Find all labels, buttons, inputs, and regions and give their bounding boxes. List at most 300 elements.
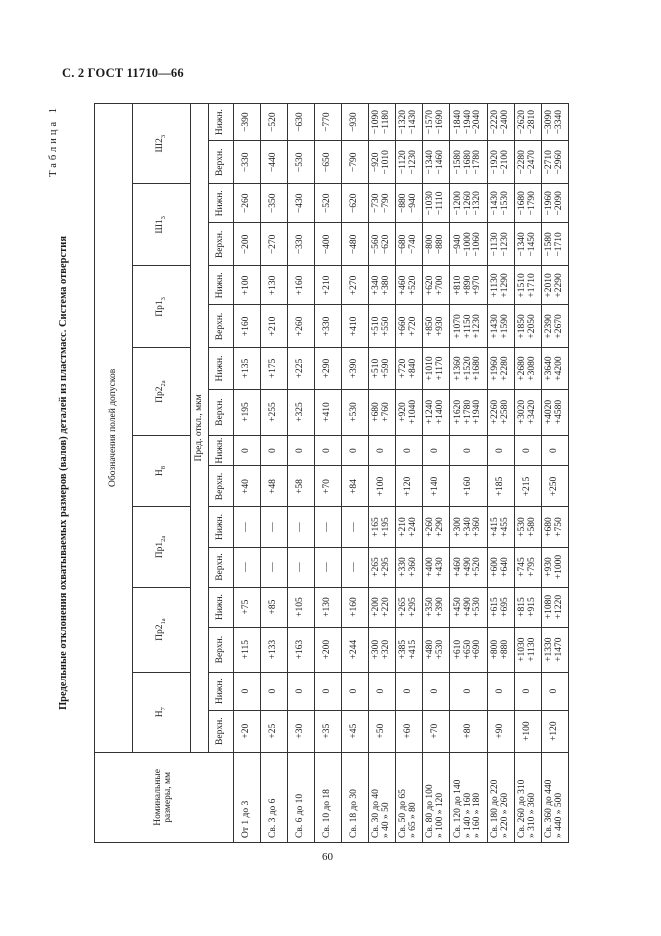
value-line: 0 (430, 688, 441, 694)
value-cell (488, 627, 515, 672)
value-line: +295 (408, 597, 418, 617)
value-line: +2580 (500, 399, 510, 425)
value-cell (488, 141, 515, 184)
value-line: −920 (371, 152, 382, 173)
value-cell (450, 184, 488, 223)
table-row (488, 104, 515, 843)
value-line: +1030 (517, 637, 528, 662)
value-cell (396, 587, 423, 627)
value-line: +50 (376, 723, 387, 739)
value-line: +135 (241, 358, 252, 379)
value-line: +300 (371, 639, 382, 660)
value-line: +350 (425, 597, 436, 617)
value-line: −430 (295, 193, 306, 214)
value-cell (369, 389, 396, 435)
value-line: +510 (371, 316, 382, 337)
upper-header: Верхн. (209, 466, 234, 507)
value-cell (342, 627, 369, 672)
group-subscript: 2а (159, 380, 167, 387)
value-cell (515, 547, 542, 587)
value-line: +90 (495, 723, 506, 739)
value-cell (515, 184, 542, 223)
value-cell (342, 389, 369, 435)
size-cell (261, 752, 288, 842)
value-line: — (268, 562, 279, 572)
value-line: +195 (381, 517, 391, 537)
value-cell (342, 223, 369, 266)
value-cell (542, 435, 569, 466)
value-line: — (349, 522, 360, 532)
group-header-3 (133, 435, 191, 507)
value-line: +1330 (544, 637, 555, 662)
value-line: +2390 (544, 314, 555, 339)
value-line: +130 (268, 275, 279, 296)
value-line: +70 (322, 479, 333, 494)
value-line: +175 (268, 358, 279, 379)
value-line: +720 (408, 316, 418, 337)
value-cell (369, 435, 396, 466)
group-name: Пр2 (154, 386, 165, 403)
value-cell (450, 547, 488, 587)
value-line: +115 (241, 639, 252, 660)
value-cell (234, 547, 261, 587)
value-cell (315, 672, 342, 710)
group-name: Ш1 (154, 219, 165, 234)
value-cell (488, 466, 515, 507)
size-cell (515, 752, 542, 842)
value-line: −2100 (500, 150, 510, 175)
value-cell (450, 389, 488, 435)
value-line: +200 (322, 639, 333, 660)
rotated-table-area (46, 103, 627, 843)
value-cell (288, 507, 315, 547)
value-line: +930 (435, 316, 445, 337)
value-line: −940 (452, 234, 463, 255)
value-cell (450, 672, 488, 710)
value-line: +490 (462, 597, 473, 617)
size-line: » 160 » 180 (472, 792, 483, 838)
value-line: — (268, 522, 279, 532)
value-cell (234, 141, 261, 184)
value-cell (288, 104, 315, 141)
value-line: +640 (500, 557, 510, 577)
value-line: +295 (381, 557, 391, 577)
group-subscript: 7 (159, 707, 167, 711)
value-cell (288, 348, 315, 389)
page-number: 60 (322, 851, 333, 863)
value-line: −1780 (472, 150, 483, 175)
value-line: +2280 (500, 356, 510, 381)
size-cell (369, 752, 396, 842)
group-name: Пр1 (154, 300, 165, 317)
group-header-1 (133, 587, 191, 672)
value-line: +1240 (425, 399, 436, 425)
value-cell (315, 435, 342, 466)
value-line: −1030 (425, 191, 436, 216)
value-cell (396, 389, 423, 435)
value-cell (515, 266, 542, 305)
value-line: −1940 (462, 109, 473, 135)
value-line: −1430 (490, 191, 501, 216)
value-line: −1120 (398, 150, 409, 175)
value-line: +510 (371, 358, 382, 379)
value-line: +550 (381, 316, 391, 337)
value-cell (423, 305, 450, 348)
group-header-4 (133, 348, 191, 435)
value-cell (369, 184, 396, 223)
value-cell (423, 466, 450, 507)
table-row (450, 104, 488, 843)
value-line: +795 (527, 557, 537, 577)
value-line: +325 (295, 402, 306, 422)
value-line: −880 (398, 193, 409, 214)
value-cell (342, 184, 369, 223)
value-cell (450, 348, 488, 389)
value-cell (515, 141, 542, 184)
value-cell (261, 466, 288, 507)
value-line: −1340 (425, 150, 436, 175)
value-line: −1530 (500, 191, 510, 216)
value-line: +840 (408, 358, 418, 379)
value-line: +1360 (452, 356, 463, 381)
value-cell (315, 507, 342, 547)
size-line: » 100 » 120 (435, 792, 445, 838)
value-line: +1940 (472, 399, 483, 425)
value-line: 0 (295, 448, 306, 453)
value-line: +160 (462, 476, 473, 497)
value-line: +1040 (408, 399, 418, 425)
value-line: −2220 (490, 109, 501, 135)
value-cell (315, 266, 342, 305)
value-cell (342, 587, 369, 627)
value-line: −260 (241, 193, 252, 214)
value-cell (342, 141, 369, 184)
value-line: +520 (408, 275, 418, 296)
value-line: −680 (398, 234, 409, 255)
value-line: +1520 (462, 356, 473, 381)
value-line: −1920 (490, 150, 501, 175)
value-line: +160 (349, 597, 360, 617)
value-line: −880 (435, 234, 445, 255)
value-cell (234, 305, 261, 348)
value-cell (261, 507, 288, 547)
size-cell (342, 752, 369, 842)
value-line: +1960 (490, 356, 501, 381)
value-line: −520 (322, 193, 333, 214)
lower-header: Нижн. (209, 435, 234, 466)
size-line: Св. 360 до 440 (544, 779, 555, 838)
value-cell (396, 710, 423, 752)
value-line: +85 (268, 599, 279, 615)
value-line: −1320 (398, 109, 409, 135)
value-line: −790 (381, 193, 391, 214)
value-line: +250 (549, 476, 560, 497)
value-cell (450, 435, 488, 466)
value-line: −2280 (517, 150, 528, 175)
value-line: +650 (462, 639, 473, 660)
value-line: −770 (322, 112, 333, 132)
value-line: −2810 (527, 109, 537, 135)
value-cell (288, 184, 315, 223)
value-line: +380 (381, 275, 391, 296)
value-cell (342, 547, 369, 587)
value-line: +320 (381, 639, 391, 660)
value-line: +300 (452, 517, 463, 537)
value-cell (369, 141, 396, 184)
value-line: +290 (322, 358, 333, 379)
value-line: +415 (408, 639, 418, 660)
value-line: 0 (322, 448, 333, 453)
value-line: −620 (349, 193, 360, 214)
value-cell (396, 547, 423, 587)
group-subscript: 1а (159, 618, 167, 625)
value-cell (234, 389, 261, 435)
value-line: +400 (425, 557, 436, 577)
value-line: +1430 (490, 314, 501, 339)
value-cell (515, 348, 542, 389)
value-line: +265 (371, 557, 382, 577)
value-line: −520 (268, 112, 279, 132)
value-line: — (241, 522, 252, 532)
value-cell (423, 710, 450, 752)
value-cell (488, 184, 515, 223)
value-line: 0 (295, 688, 306, 694)
value-line: −740 (408, 234, 418, 255)
value-cell (450, 627, 488, 672)
value-line: −330 (295, 234, 306, 255)
value-line: +530 (349, 402, 360, 422)
value-line: +210 (322, 275, 333, 296)
value-line: +240 (408, 517, 418, 537)
value-cell (396, 435, 423, 466)
group-header-2 (133, 507, 191, 587)
table-title: Предельные отклонения охватываемых размеров (валов) деталей из пластмасс. Система отверстия (58, 235, 69, 711)
value-line: +4200 (554, 356, 564, 381)
value-line: +750 (554, 517, 564, 537)
value-cell (261, 547, 288, 587)
value-cell (542, 184, 569, 223)
size-line: Св. 180 до 220 (490, 779, 501, 838)
value-cell (342, 266, 369, 305)
group-name: Н (154, 469, 165, 477)
group-name: Пр1 (154, 541, 165, 559)
value-cell (488, 266, 515, 305)
value-cell (234, 587, 261, 627)
value-line: +520 (472, 557, 483, 577)
value-line: +330 (322, 316, 333, 337)
value-line: −1060 (472, 232, 483, 257)
value-line: +270 (349, 275, 360, 296)
value-cell (288, 141, 315, 184)
value-line: +3640 (544, 356, 555, 381)
value-cell (261, 587, 288, 627)
value-line: −1680 (517, 191, 528, 216)
value-cell (261, 389, 288, 435)
value-line: 0 (522, 448, 533, 453)
value-line: 0 (495, 448, 506, 453)
value-line: — (322, 522, 333, 532)
value-cell (488, 547, 515, 587)
value-line: −1570 (425, 109, 436, 135)
value-line: +390 (349, 358, 360, 379)
value-line: −1090 (371, 109, 382, 135)
value-line: — (241, 562, 252, 572)
value-line: +850 (425, 316, 436, 337)
size-line: » 220 » 260 (500, 792, 510, 838)
value-line: +200 (371, 597, 382, 617)
value-line: +185 (495, 476, 506, 497)
value-cell (315, 305, 342, 348)
value-cell (315, 627, 342, 672)
value-cell (369, 466, 396, 507)
value-line: 0 (430, 448, 441, 453)
value-line: 0 (349, 448, 360, 453)
value-line: — (322, 562, 333, 572)
value-line: +760 (381, 402, 391, 422)
value-cell (315, 104, 342, 141)
value-line: +2680 (517, 356, 528, 381)
size-line: » 310 » 360 (527, 792, 537, 838)
value-line: −200 (241, 234, 252, 255)
size-line: Св. 80 до 100 (425, 784, 436, 838)
value-line: +890 (462, 275, 473, 296)
value-line: +530 (517, 517, 528, 537)
value-line: −530 (295, 152, 306, 173)
value-cell (488, 389, 515, 435)
value-line: +20 (241, 723, 252, 739)
value-cell (542, 587, 569, 627)
value-line: 0 (241, 448, 252, 453)
value-line: −560 (371, 234, 382, 255)
value-line: +133 (268, 639, 279, 660)
value-line: +4020 (544, 399, 555, 425)
value-line: −1130 (490, 232, 501, 257)
value-line: 0 (403, 688, 414, 694)
value-cell (396, 266, 423, 305)
value-cell (288, 627, 315, 672)
value-cell (515, 587, 542, 627)
value-cell (342, 348, 369, 389)
value-cell (423, 587, 450, 627)
value-line: +60 (403, 723, 414, 739)
size-cell (288, 752, 315, 842)
value-cell (342, 507, 369, 547)
value-line: +30 (295, 723, 306, 739)
value-cell (515, 710, 542, 752)
value-cell (450, 507, 488, 547)
value-cell (369, 305, 396, 348)
table-row (515, 104, 542, 843)
value-line: +1080 (544, 594, 555, 620)
table-row (423, 104, 450, 843)
value-cell (369, 348, 396, 389)
upper-header: Верхн. (209, 389, 234, 435)
value-line: −1430 (408, 109, 418, 135)
value-cell (288, 389, 315, 435)
group-subscript: 3 (159, 216, 167, 220)
value-line: +415 (490, 517, 501, 537)
value-cell (369, 266, 396, 305)
table-row (234, 104, 261, 843)
value-line: +290 (435, 517, 445, 537)
pred-otkl-header: Пред. откл., мкм (191, 104, 209, 753)
upper-header: Верхн. (209, 627, 234, 672)
value-line: +920 (398, 402, 409, 422)
value-line: +1470 (554, 637, 564, 662)
value-line: −940 (408, 193, 418, 214)
value-line: +210 (398, 517, 409, 537)
value-cell (234, 627, 261, 672)
value-cell (342, 710, 369, 752)
value-cell (488, 305, 515, 348)
value-cell (288, 435, 315, 466)
value-line: 0 (403, 448, 414, 453)
value-cell (450, 266, 488, 305)
group-header-6 (133, 184, 191, 266)
size-line: » 140 » 160 (462, 792, 473, 838)
value-cell (369, 587, 396, 627)
value-line: +2290 (554, 273, 564, 298)
lower-header: Нижн. (209, 507, 234, 547)
size-cell (396, 752, 423, 842)
value-cell (423, 627, 450, 672)
value-line: +2050 (527, 314, 537, 339)
value-line: +130 (322, 597, 333, 617)
value-cell (396, 466, 423, 507)
value-line: +40 (241, 479, 252, 494)
size-cell (423, 752, 450, 842)
value-cell (288, 587, 315, 627)
lower-header: Нижн. (209, 348, 234, 389)
group-subscript: 3 (159, 134, 167, 139)
group-header-0 (133, 672, 191, 752)
value-cell (315, 348, 342, 389)
value-cell (234, 672, 261, 710)
value-cell (234, 435, 261, 466)
value-line: −2960 (554, 150, 564, 175)
lower-header: Нижн. (209, 184, 234, 223)
value-line: −1690 (435, 109, 445, 135)
value-line: +1510 (517, 273, 528, 298)
value-line: −620 (381, 234, 391, 255)
value-cell (288, 223, 315, 266)
value-line: +460 (452, 557, 463, 577)
value-line: +2010 (544, 273, 555, 298)
value-line: +35 (322, 723, 333, 739)
value-line: 0 (268, 688, 279, 694)
value-line: +530 (435, 639, 445, 660)
value-line: 0 (376, 688, 387, 694)
group-subscript: 8 (159, 466, 167, 470)
value-cell (450, 710, 488, 752)
value-cell (423, 672, 450, 710)
value-line: −630 (295, 112, 306, 132)
value-cell (542, 305, 569, 348)
value-line: +48 (268, 479, 279, 494)
value-cell (488, 507, 515, 547)
value-line: −3340 (554, 109, 564, 135)
value-line: +340 (462, 517, 473, 537)
size-cell (450, 752, 488, 842)
value-cell (423, 547, 450, 587)
value-line: 0 (376, 448, 387, 453)
value-line: +120 (403, 476, 414, 497)
value-line: +260 (295, 316, 306, 337)
value-line: −1200 (452, 191, 463, 216)
value-line: +265 (398, 597, 409, 617)
value-line: +1780 (462, 399, 473, 425)
value-cell (234, 104, 261, 141)
